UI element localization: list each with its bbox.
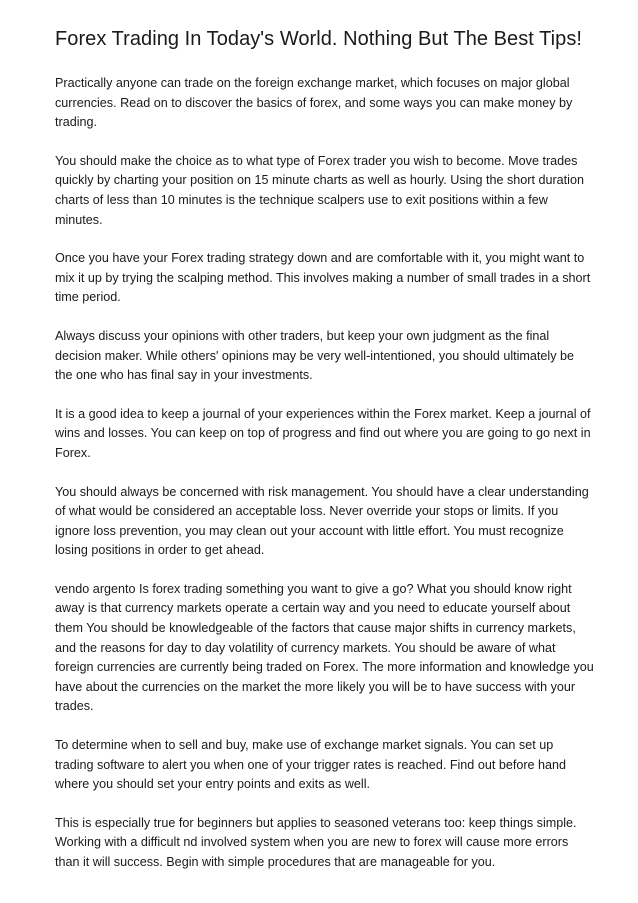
paragraph-6: You should always be concerned with risk management. You should have a clear understanding of what would be considered an acceptable loss. Never override your stops or limits. If you ignore loss prevention, you may clean out your account with little effort. You must recognize losing positions in order to get ahead. xyxy=(55,484,589,558)
paragraph-7: vendo argento Is forex trading something you want to give a go? What you should know right away is that currency markets operate a certain way and you need to educate yourself about them You should be knowledgeable of the factors that cause major shifts in currency markets, and the reasons for day to day volatility of currency markets. You should be aware of what foreign currencies are currently being traded on Forex. The more information and knowledge you have about the currencies on the market the more likely you will be to have success with your trades. xyxy=(55,581,594,714)
paragraph-3: Once you have your Forex trading strategy down and are comfortable with it, you might want to mix it up by trying the scalping method. This involves making a number of small trades in a short time period. xyxy=(55,251,591,305)
paragraph-8: To determine when to sell and buy, make use of exchange market signals. You can set up trading software to alert you when one of your trigger rates is reached. Find out before hand where you should set your entry points and exits as well. xyxy=(55,738,567,792)
paragraph-5: It is a good idea to keep a journal of your experiences within the Forex market. Keep a journal of wins and losses. You can keep on top of progress and find out where you are going to go next in Forex. xyxy=(55,406,591,460)
paragraph-2: You should make the choice as to what type of Forex trader you wish to become. Move trades quickly by charting your position on 15 minute charts as well as hourly. Using the short duration charts of less than 10 minutes is the technique scalpers use to exit positions within a few minutes. xyxy=(55,153,584,227)
document-title: Forex Trading In Today's World. Nothing But The Best Tips! xyxy=(55,28,582,50)
paragraph-9: This is especially true for beginners but applies to seasoned veterans too: keep things simple. Working with a difficult nd involved system when you are new to forex will cause more errors than it will success. Begin with simple procedures that are manageable for you. xyxy=(55,815,577,869)
paragraph-4: Always discuss your opinions with other traders, but keep your own judgment as the final decision maker. While others' opinions may be very well-intentioned, you should ultimately be the one who has final say in your investments. xyxy=(55,328,575,383)
paragraph-1: Practically anyone can trade on the foreign exchange market, which focuses on major global currencies. Read on to discover the basics of forex, and some ways you can make money by trading. xyxy=(55,76,573,130)
document-page xyxy=(55,24,595,892)
